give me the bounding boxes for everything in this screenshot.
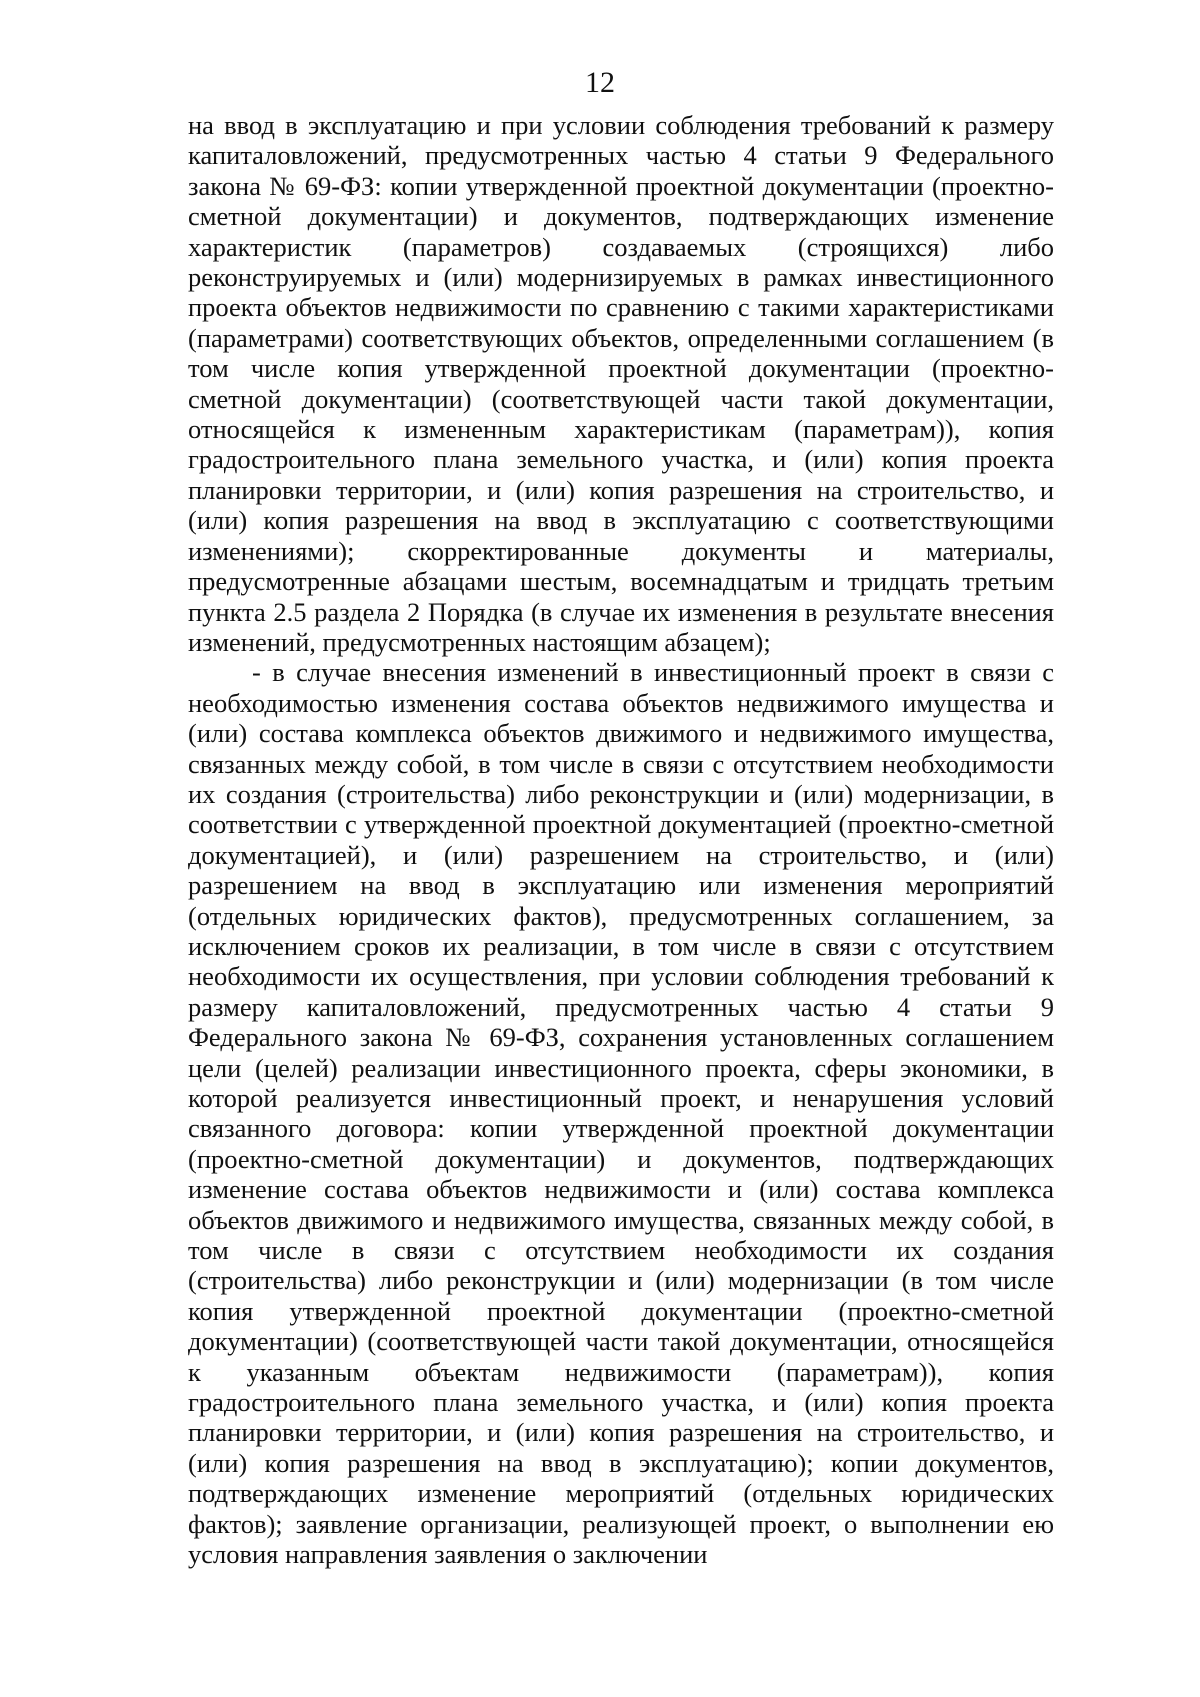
document-body	[188, 110, 1054, 1570]
page-number: 12	[585, 66, 615, 99]
paragraph-list-item: - в случае внесения изменений в инвестиционный проект в связи с необходимостью изменения состава объектов недвижимого имущества и (или) состава комплекса объектов движимого и недвижимого имущества, связанных между собой, в том числе в связи с отсутствием необходимости их создания (строительства) либо реконструкции и (или) модернизации, в соответствии с утвержденной проектной документацией (проектно-сметной документацией), и (или) разрешением на строительство, и (или) разрешением на ввод в эксплуатацию или изменения мероприятий (отдельных юридических фактов), предусмотренных соглашением, за исключением сроков их реализации, в том числе в связи с отсутствием необходимости их осуществления, при условии соблюдения требований к размеру капиталовложений, предусмотренных частью 4 статьи 9 Федерального закона № 69-ФЗ, сохранения установленных соглашением цели (целей) реализации инвестиционного проекта, сферы экономики, в которой реализуется инвестиционный проект, и ненарушения условий связанного договора: копии утвержденной проектной документации (проектно-сметной документации) и документов, подтверждающих изменение состава объектов недвижимости и (или) состава комплекса объектов движимого и недвижимого имущества, связанных между собой, в том числе в связи с отсутствием необходимости их создания (строительства) либо реконструкции и (или) модернизации (в том числе копия утвержденной проектной документации (проектно-сметной документации) (соответствующей части такой документации, относящейся к указанным объектам недвижимости (параметрам)), копия градостроительного плана земельного участка, и (или) копия проекта планировки территории, и (или) копия разрешения на строительство, и (или) копия разрешения на ввод в эксплуатацию); копии документов, подтверждающих изменение мероприятий (отдельных юридических фактов); заявление организации, реализующей проект, о выполнении ею условия направления заявления о заключении	[188, 657, 1054, 1570]
paragraph-continuation: на ввод в эксплуатацию и при условии соблюдения требований к размеру капиталовложений, предусмотренных частью 4 статьи 9 Федерального закона № 69-ФЗ: копии утвержденной проектной документации (проектно-сметной документации) и документов, подтверждающих изменение характеристик (параметров) создаваемых (строящихся) либо реконструируемых и (или) модернизируемых в рамках инвестиционного проекта объектов недвижимости по сравнению с такими характеристиками (параметрами) соответствующих объектов, определенными соглашением (в том числе копия утвержденной проектной документации (проектно-сметной документации) (соответствующей части такой документации, относящейся к измененным характеристикам (параметрам)), копия градостроительного плана земельного участка, и (или) копия проекта планировки территории, и (или) копия разрешения на строительство, и (или) копия разрешения на ввод в эксплуатацию с соответствующими изменениями); скорректированные документы и материалы, предусмотренные абзацами шестым, восемнадцатым и тридцать третьим пункта 2.5 раздела 2 Порядка (в случае их изменения в результате внесения изменений, предусмотренных настоящим абзацем);	[188, 110, 1054, 657]
